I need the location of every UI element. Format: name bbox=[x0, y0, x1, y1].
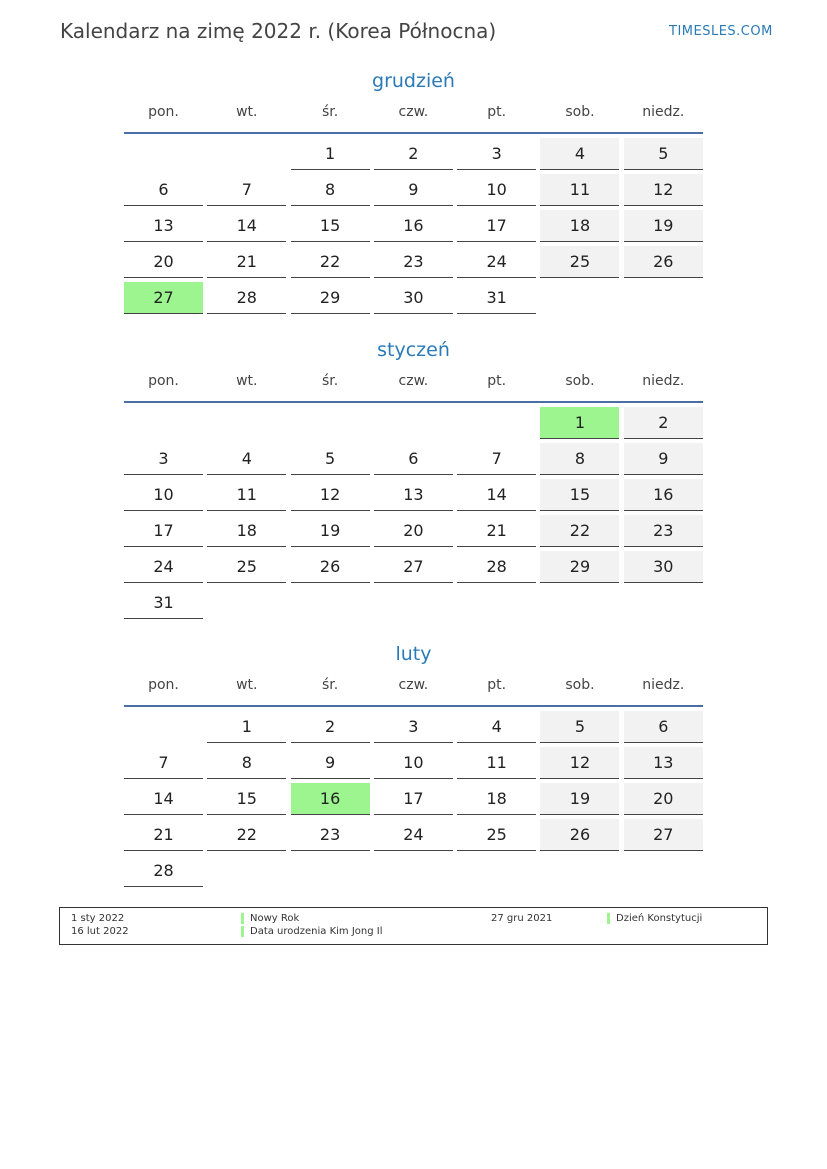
day-cell[interactable]: 27 bbox=[624, 819, 703, 851]
day-cell[interactable]: 12 bbox=[540, 747, 619, 779]
day-cell[interactable]: 19 bbox=[540, 783, 619, 815]
legend-date: 1 sty 2022 bbox=[71, 913, 125, 924]
day-cell[interactable]: 24 bbox=[124, 551, 203, 583]
month-name: styczeń bbox=[377, 339, 450, 361]
weekday-label: czw. bbox=[398, 104, 429, 120]
day-cell[interactable]: 23 bbox=[374, 246, 453, 278]
day-cell[interactable]: 28 bbox=[207, 282, 286, 314]
day-cell[interactable]: 13 bbox=[374, 479, 453, 511]
day-cell[interactable]: 1 bbox=[291, 138, 370, 170]
weekday-label: pon. bbox=[148, 677, 179, 693]
day-cell[interactable]: 6 bbox=[374, 443, 453, 475]
weekday-label: śr. bbox=[321, 373, 339, 389]
week-row bbox=[124, 855, 703, 891]
day-cell[interactable]: 29 bbox=[540, 551, 619, 583]
weekday-label: czw. bbox=[398, 373, 429, 389]
week-row bbox=[124, 282, 703, 318]
day-cell[interactable]: 30 bbox=[374, 282, 453, 314]
day-cell[interactable]: 26 bbox=[540, 819, 619, 851]
day-cell[interactable]: 10 bbox=[374, 747, 453, 779]
day-cell[interactable]: 31 bbox=[124, 587, 203, 619]
day-cell[interactable]: 20 bbox=[624, 783, 703, 815]
day-cell[interactable]: 23 bbox=[291, 819, 370, 851]
week-row bbox=[124, 819, 703, 855]
day-cell[interactable]: 16 bbox=[624, 479, 703, 511]
weekday-header-row bbox=[124, 102, 703, 134]
empty-cell bbox=[374, 587, 453, 618]
day-cell[interactable]: 7 bbox=[457, 443, 536, 475]
weekday-label: śr. bbox=[321, 104, 339, 120]
day-cell[interactable]: 28 bbox=[124, 855, 203, 887]
legend-holiday-name: Data urodzenia Kim Jong Il bbox=[250, 926, 383, 937]
empty-cell bbox=[374, 407, 453, 438]
day-cell[interactable]: 17 bbox=[124, 515, 203, 547]
day-cell[interactable]: 21 bbox=[207, 246, 286, 278]
day-cell[interactable]: 18 bbox=[457, 783, 536, 815]
month-grid bbox=[124, 707, 703, 891]
day-cell[interactable]: 12 bbox=[291, 479, 370, 511]
day-cell[interactable]: 10 bbox=[124, 479, 203, 511]
day-cell[interactable]: 4 bbox=[207, 443, 286, 475]
day-cell[interactable]: 23 bbox=[624, 515, 703, 547]
empty-cell bbox=[207, 855, 286, 886]
week-row bbox=[124, 443, 703, 479]
empty-cell bbox=[124, 407, 203, 438]
empty-cell bbox=[207, 138, 286, 169]
legend-holiday-name: Dzień Konstytucji bbox=[616, 913, 703, 924]
day-cell[interactable]: 22 bbox=[207, 819, 286, 851]
empty-cell bbox=[457, 587, 536, 618]
weekday-label: sob. bbox=[565, 104, 595, 120]
empty-cell bbox=[624, 855, 703, 886]
week-row bbox=[124, 587, 703, 623]
day-cell[interactable]: 24 bbox=[457, 246, 536, 278]
weekday-label: pt. bbox=[487, 104, 507, 120]
legend-holiday-name: Nowy Rok bbox=[250, 913, 300, 924]
brand-logo-text[interactable]: TIMESLES.COM bbox=[669, 24, 773, 39]
empty-cell bbox=[124, 138, 203, 169]
day-cell[interactable]: 5 bbox=[291, 443, 370, 475]
weekday-label: niedz. bbox=[642, 677, 685, 693]
day-cell[interactable]: 8 bbox=[291, 174, 370, 206]
day-cell[interactable]: 5 bbox=[624, 138, 703, 170]
day-cell[interactable]: 6 bbox=[124, 174, 203, 206]
week-row bbox=[124, 407, 703, 443]
week-row bbox=[124, 246, 703, 282]
day-cell[interactable]: 14 bbox=[207, 210, 286, 242]
empty-cell bbox=[291, 407, 370, 438]
holiday-legend bbox=[59, 907, 768, 945]
weekday-label: czw. bbox=[398, 677, 429, 693]
empty-cell bbox=[124, 711, 203, 742]
month-grid bbox=[124, 134, 703, 318]
day-cell[interactable]: 13 bbox=[124, 210, 203, 242]
weekday-label: sob. bbox=[565, 677, 595, 693]
day-cell[interactable]: 5 bbox=[540, 711, 619, 743]
day-cell[interactable]: 24 bbox=[374, 819, 453, 851]
legend-date: 27 gru 2021 bbox=[491, 913, 553, 924]
day-cell[interactable]: 1 bbox=[207, 711, 286, 743]
day-cell[interactable]: 20 bbox=[124, 246, 203, 278]
week-row bbox=[124, 747, 703, 783]
weekday-label: pon. bbox=[148, 373, 179, 389]
month-february bbox=[124, 641, 703, 891]
day-cell[interactable]: 9 bbox=[624, 443, 703, 475]
empty-cell bbox=[291, 587, 370, 618]
holiday-marker bbox=[607, 913, 610, 924]
day-cell[interactable]: 30 bbox=[624, 551, 703, 583]
week-row bbox=[124, 174, 703, 210]
weekday-header-row bbox=[124, 675, 703, 707]
day-cell[interactable]: 8 bbox=[540, 443, 619, 475]
day-cell[interactable]: 26 bbox=[291, 551, 370, 583]
day-cell[interactable]: 9 bbox=[291, 747, 370, 779]
empty-cell bbox=[207, 407, 286, 438]
weekday-label: pt. bbox=[487, 677, 507, 693]
day-cell[interactable]: 25 bbox=[457, 819, 536, 851]
month-name: luty bbox=[395, 643, 432, 665]
empty-cell bbox=[207, 587, 286, 618]
day-cell[interactable]: 2 bbox=[624, 407, 703, 439]
day-cell[interactable]: 11 bbox=[457, 747, 536, 779]
day-cell[interactable]: 31 bbox=[457, 282, 536, 314]
day-cell[interactable]: 19 bbox=[624, 210, 703, 242]
month-grid bbox=[124, 403, 703, 623]
empty-cell bbox=[457, 855, 536, 886]
day-cell[interactable]: 6 bbox=[624, 711, 703, 743]
week-row bbox=[124, 210, 703, 246]
day-cell[interactable]: 9 bbox=[374, 174, 453, 206]
day-cell[interactable]: 3 bbox=[374, 711, 453, 743]
month-name: grudzień bbox=[372, 70, 455, 92]
week-row bbox=[124, 138, 703, 174]
weekday-label: sob. bbox=[565, 373, 595, 389]
week-row bbox=[124, 515, 703, 551]
day-cell[interactable]: 3 bbox=[124, 443, 203, 475]
week-row bbox=[124, 783, 703, 819]
empty-cell bbox=[624, 282, 703, 313]
day-cell[interactable]: 22 bbox=[540, 515, 619, 547]
day-cell[interactable]: 19 bbox=[291, 515, 370, 547]
week-row bbox=[124, 551, 703, 587]
day-cell[interactable]: 26 bbox=[624, 246, 703, 278]
day-cell[interactable]: 11 bbox=[207, 479, 286, 511]
week-row bbox=[124, 711, 703, 747]
holiday-day-cell[interactable]: 27 bbox=[124, 282, 203, 314]
day-cell[interactable]: 8 bbox=[207, 747, 286, 779]
weekday-header-row bbox=[124, 371, 703, 403]
empty-cell bbox=[457, 407, 536, 438]
day-cell[interactable]: 3 bbox=[457, 138, 536, 170]
legend-date: 16 lut 2022 bbox=[71, 926, 129, 937]
empty-cell bbox=[624, 587, 703, 618]
empty-cell bbox=[540, 855, 619, 886]
day-cell[interactable]: 17 bbox=[374, 783, 453, 815]
day-cell[interactable]: 27 bbox=[374, 551, 453, 583]
month-january bbox=[124, 337, 703, 623]
day-cell[interactable]: 28 bbox=[457, 551, 536, 583]
day-cell[interactable]: 2 bbox=[374, 138, 453, 170]
month-december bbox=[124, 68, 703, 318]
page-title: Kalendarz na zimę 2022 r. (Korea Północna) bbox=[60, 19, 497, 43]
weekday-label: pon. bbox=[148, 104, 179, 120]
holiday-day-cell[interactable]: 1 bbox=[540, 407, 619, 439]
empty-cell bbox=[374, 855, 453, 886]
weekday-label: śr. bbox=[321, 677, 339, 693]
day-cell[interactable]: 25 bbox=[207, 551, 286, 583]
day-cell[interactable]: 21 bbox=[124, 819, 203, 851]
day-cell[interactable]: 14 bbox=[457, 479, 536, 511]
day-cell[interactable]: 17 bbox=[457, 210, 536, 242]
day-cell[interactable]: 25 bbox=[540, 246, 619, 278]
day-cell[interactable]: 10 bbox=[457, 174, 536, 206]
empty-cell bbox=[540, 282, 619, 313]
day-cell[interactable]: 20 bbox=[374, 515, 453, 547]
day-cell[interactable]: 13 bbox=[624, 747, 703, 779]
holiday-day-cell[interactable]: 16 bbox=[291, 783, 370, 815]
day-cell[interactable]: 22 bbox=[291, 246, 370, 278]
day-cell[interactable]: 15 bbox=[291, 210, 370, 242]
holiday-marker bbox=[241, 926, 244, 937]
weekday-label: niedz. bbox=[642, 373, 685, 389]
day-cell[interactable]: 11 bbox=[540, 174, 619, 206]
day-cell[interactable]: 15 bbox=[207, 783, 286, 815]
holiday-marker bbox=[241, 913, 244, 924]
day-cell[interactable]: 18 bbox=[207, 515, 286, 547]
weekday-label: wt. bbox=[236, 373, 258, 389]
day-cell[interactable]: 18 bbox=[540, 210, 619, 242]
day-cell[interactable]: 15 bbox=[540, 479, 619, 511]
weekday-label: pt. bbox=[487, 373, 507, 389]
day-cell[interactable]: 29 bbox=[291, 282, 370, 314]
day-cell[interactable]: 7 bbox=[207, 174, 286, 206]
day-cell[interactable]: 12 bbox=[624, 174, 703, 206]
weekday-label: wt. bbox=[236, 677, 258, 693]
weekday-label: wt. bbox=[236, 104, 258, 120]
day-cell[interactable]: 4 bbox=[540, 138, 619, 170]
day-cell[interactable]: 7 bbox=[124, 747, 203, 779]
weekday-label: niedz. bbox=[642, 104, 685, 120]
empty-cell bbox=[291, 855, 370, 886]
day-cell[interactable]: 21 bbox=[457, 515, 536, 547]
day-cell[interactable]: 4 bbox=[457, 711, 536, 743]
day-cell[interactable]: 16 bbox=[374, 210, 453, 242]
day-cell[interactable]: 14 bbox=[124, 783, 203, 815]
empty-cell bbox=[540, 587, 619, 618]
day-cell[interactable]: 2 bbox=[291, 711, 370, 743]
week-row bbox=[124, 479, 703, 515]
